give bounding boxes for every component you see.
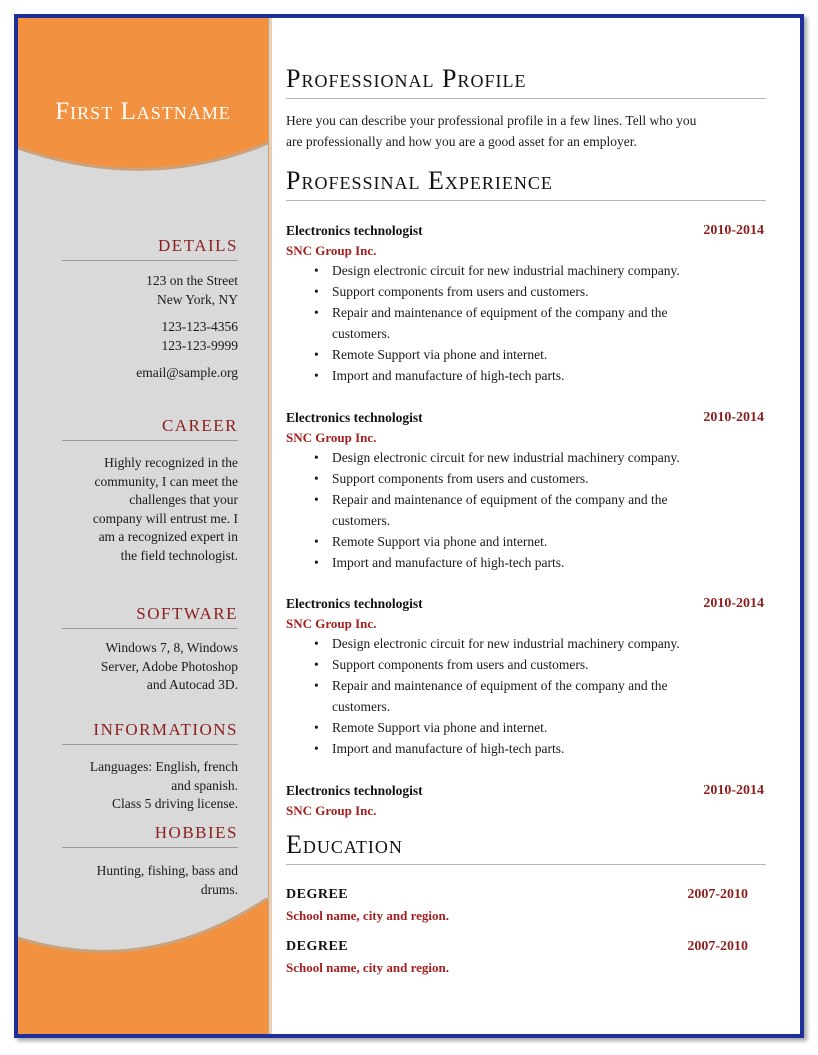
- career-line: challenges that your: [129, 492, 238, 507]
- job-years: 2010-2014: [703, 783, 764, 798]
- job-duties: [286, 260, 766, 386]
- software-text: [62, 639, 238, 695]
- school: School name, city and region.: [286, 908, 449, 923]
- software-heading: SOFTWARE: [62, 604, 238, 629]
- job-company: SNC Group Inc.: [286, 430, 377, 445]
- degree: DEGREE: [286, 887, 349, 902]
- details-address: [62, 272, 238, 309]
- career-heading: CAREER: [62, 416, 238, 441]
- school: School name, city and region.: [286, 960, 449, 975]
- job-title: Electronics technologist: [286, 223, 423, 238]
- degree-years: 2007-2010: [687, 887, 748, 902]
- candidate-name: First Lastname: [55, 98, 231, 125]
- list-item: • Repair and maintenance of equipment of the company and the customers.: [314, 678, 668, 714]
- list-item: • Import and manufacture of high-tech parts.: [314, 741, 565, 756]
- phone-2: 123-123-9999: [161, 337, 238, 353]
- job-duties: [286, 633, 766, 759]
- degree-years: 2007-2010: [687, 939, 748, 954]
- list-item: • Support components from users and customers.: [314, 657, 589, 672]
- education-title: Education: [286, 830, 766, 865]
- informations-heading: INFORMATIONS: [62, 720, 238, 745]
- profile-line: Here you can describe your professional profile in a few lines. Tell who you: [286, 113, 697, 128]
- profile-text: [286, 110, 766, 152]
- career-line: company will entrust me. I: [92, 510, 238, 526]
- career-text: [62, 454, 238, 565]
- job-title: Electronics technologist: [286, 596, 423, 611]
- job-years: 2010-2014: [703, 223, 764, 238]
- phone-1: 123-123-4356: [161, 319, 238, 334]
- job-company: SNC Group Inc.: [286, 803, 377, 818]
- degree: DEGREE: [286, 939, 349, 954]
- list-item: • Import and manufacture of high-tech parts.: [314, 555, 565, 570]
- list-item: • Support components from users and customers.: [314, 471, 589, 486]
- job-years: 2010-2014: [703, 410, 764, 425]
- email: email@sample.org: [136, 365, 238, 380]
- job-entry: [286, 223, 766, 386]
- list-item: • Repair and maintenance of equipment of the company and the customers.: [314, 305, 668, 341]
- list-item: • Design electronic circuit for new industrial machinery company.: [314, 636, 680, 651]
- address-line-1: 123 on the Street: [146, 273, 238, 288]
- education-entry: [286, 887, 766, 924]
- profile-title: Professional Profile: [286, 64, 766, 99]
- list-item: • Remote Support via phone and internet.: [314, 534, 548, 549]
- info-line: Class 5 driving license.: [112, 796, 238, 811]
- list-item: • Repair and maintenance of equipment of the company and the customers.: [314, 492, 668, 528]
- list-item: • Import and manufacture of high-tech parts.: [314, 368, 565, 383]
- profile-line: are professionally and how you are a good asset for an employer.: [286, 134, 637, 149]
- job-entry: [286, 596, 766, 759]
- job-company: SNC Group Inc.: [286, 616, 377, 631]
- job-entry: [286, 410, 766, 573]
- list-item: • Design electronic circuit for new industrial machinery company.: [314, 263, 680, 278]
- education-entry: [286, 939, 766, 976]
- career-line: am a recognized expert in: [98, 529, 238, 544]
- career-line: Highly recognized in the: [104, 455, 238, 470]
- career-line: community, I can meet the: [94, 473, 238, 489]
- experience-title: Professinal Experience: [286, 166, 766, 201]
- software-line: and Autocad 3D.: [146, 677, 238, 692]
- software-line: Server, Adobe Photoshop: [100, 658, 238, 674]
- hobbies-line: Hunting, fishing, bass and: [96, 863, 238, 878]
- list-item: • Remote Support via phone and internet.: [314, 347, 548, 362]
- sidebar: [18, 18, 268, 1034]
- list-item: • Design electronic circuit for new industrial machinery company.: [314, 450, 680, 465]
- address-line-2: New York, NY: [156, 291, 238, 307]
- info-line: Languages: English, french: [89, 759, 238, 774]
- hobbies-heading: HOBBIES: [62, 823, 238, 848]
- hobbies-line: drums.: [200, 881, 238, 897]
- list-item: • Remote Support via phone and internet.: [314, 720, 548, 735]
- job-company: SNC Group Inc.: [286, 243, 377, 258]
- job-title: Electronics technologist: [286, 410, 423, 425]
- job-duties: [286, 447, 766, 573]
- main-content: [286, 18, 766, 1034]
- job-entry: [286, 783, 766, 819]
- info-line: and spanish.: [171, 777, 238, 793]
- sidebar-footer-shape: [18, 898, 268, 1034]
- informations-text: [62, 758, 238, 814]
- list-item: • Support components from users and customers.: [314, 284, 589, 299]
- hobbies-text: [62, 862, 238, 899]
- career-line: the field technologist.: [120, 547, 238, 563]
- resume-page: [14, 14, 804, 1038]
- software-line: Windows 7, 8, Windows: [105, 640, 238, 655]
- job-title: Electronics technologist: [286, 783, 423, 798]
- details-heading: DETAILS: [62, 236, 238, 261]
- details-phones: [62, 318, 238, 355]
- job-years: 2010-2014: [703, 596, 764, 611]
- sidebar-divider: [268, 18, 272, 1034]
